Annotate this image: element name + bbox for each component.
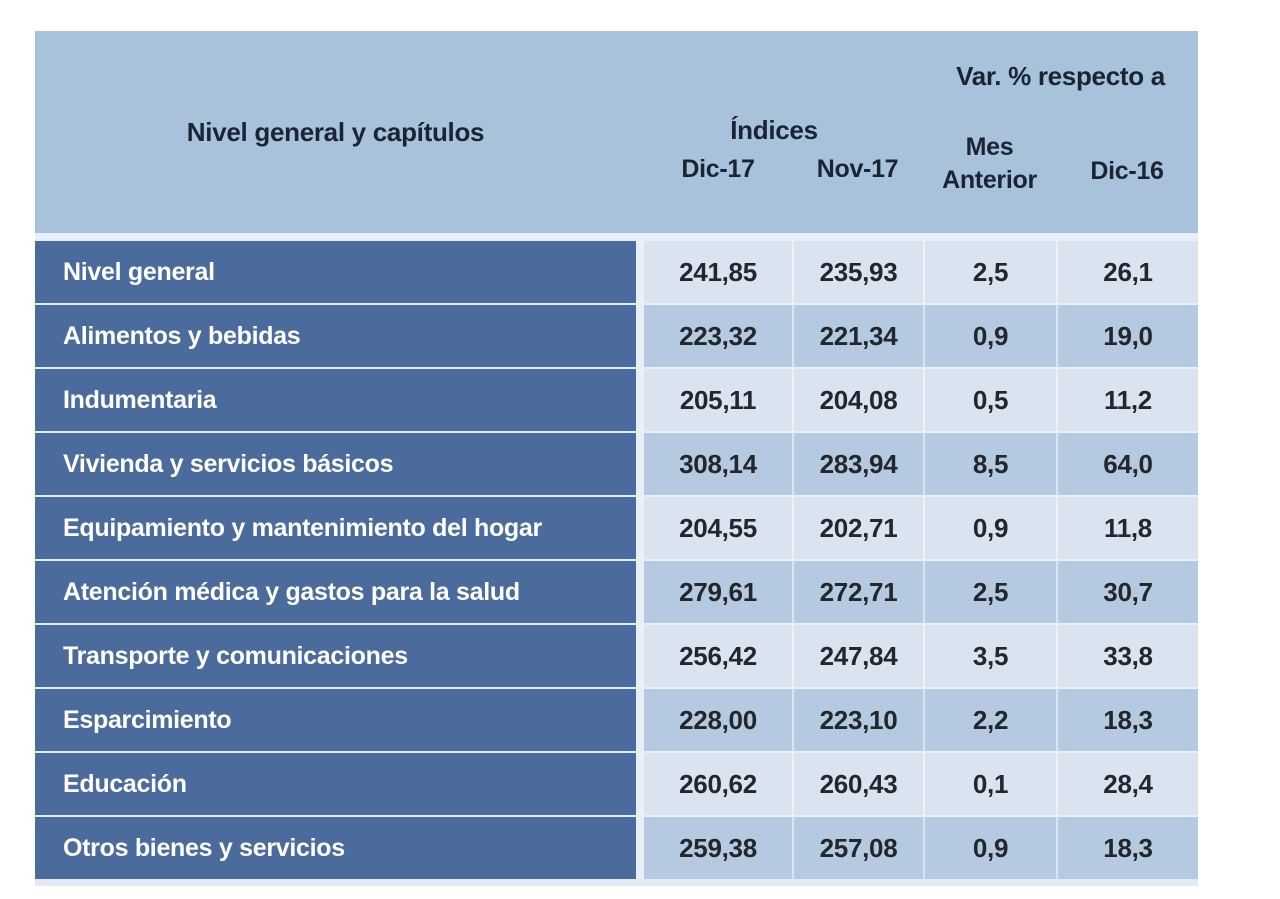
table-row — [35, 753, 1198, 815]
table-header — [35, 31, 1198, 233]
row-label: Transporte y comunicaciones — [35, 625, 636, 687]
cell-dic17: 228,00 — [644, 689, 792, 751]
cell-nov17: 221,34 — [792, 305, 923, 367]
row-label: Indumentaria — [35, 369, 636, 431]
row-spacer — [636, 817, 644, 879]
cell-var-dic16: 26,1 — [1056, 241, 1198, 303]
header-body-divider — [35, 233, 1198, 241]
cell-nov17: 283,94 — [792, 433, 923, 495]
table-row — [35, 625, 1198, 687]
cell-dic17: 279,61 — [644, 561, 792, 623]
cell-nov17: 247,84 — [792, 625, 923, 687]
header-col-mes-anterior: Mes Anterior — [942, 133, 1037, 194]
row-label: Nivel general — [35, 241, 636, 303]
row-spacer — [636, 625, 644, 687]
table-row — [35, 817, 1198, 879]
cell-nov17: 257,08 — [792, 817, 923, 879]
cell-dic17: 308,14 — [644, 433, 792, 495]
row-spacer — [636, 497, 644, 559]
cell-var-mes-anterior: 0,9 — [923, 305, 1056, 367]
table-bottom-border — [35, 879, 1198, 886]
row-label: Esparcimiento — [35, 689, 636, 751]
cell-nov17: 204,08 — [792, 369, 923, 431]
row-spacer — [636, 753, 644, 815]
cell-var-mes-anterior: 2,5 — [923, 241, 1056, 303]
cell-var-mes-anterior: 2,2 — [923, 689, 1056, 751]
cell-var-dic16: 19,0 — [1056, 305, 1198, 367]
header-subcolumns — [644, 155, 923, 184]
row-label: Atención médica y gastos para la salud — [35, 561, 636, 623]
row-spacer — [636, 561, 644, 623]
header-group-indices: Índices — [730, 115, 818, 145]
row-label: Educación — [35, 753, 636, 815]
row-label: Equipamiento y mantenimiento del hogar — [35, 497, 636, 559]
cell-nov17: 223,10 — [792, 689, 923, 751]
cell-dic17: 260,62 — [644, 753, 792, 815]
row-spacer — [636, 305, 644, 367]
cell-var-mes-anterior: 0,5 — [923, 369, 1056, 431]
cell-var-dic16: 18,3 — [1056, 817, 1198, 879]
cpi-index-table — [35, 31, 1198, 886]
cell-nov17: 235,93 — [792, 241, 923, 303]
table-body — [35, 241, 1198, 879]
row-spacer — [636, 369, 644, 431]
table-row — [35, 305, 1198, 367]
cell-dic17: 256,42 — [644, 625, 792, 687]
cell-var-mes-anterior: 2,5 — [923, 561, 1056, 623]
cell-nov17: 260,43 — [792, 753, 923, 815]
row-label: Vivienda y servicios básicos — [35, 433, 636, 495]
cell-var-dic16: 11,2 — [1056, 369, 1198, 431]
cell-nov17: 202,71 — [792, 497, 923, 559]
table-row — [35, 497, 1198, 559]
header-group-var-pct: Var. % respecto a — [956, 61, 1165, 91]
cell-dic17: 259,38 — [644, 817, 792, 879]
cell-var-dic16: 64,0 — [1056, 433, 1198, 495]
header-col-dic17: Dic-17 — [681, 155, 755, 183]
table-row — [35, 561, 1198, 623]
row-spacer — [636, 689, 644, 751]
cell-var-dic16: 28,4 — [1056, 753, 1198, 815]
header-col-nov17: Nov-17 — [816, 155, 899, 183]
row-label: Alimentos y bebidas — [35, 305, 636, 367]
header-col-dic16: Dic-16 — [1090, 157, 1164, 185]
cell-var-dic16: 30,7 — [1056, 561, 1198, 623]
cell-var-mes-anterior: 0,9 — [923, 817, 1056, 879]
cell-var-dic16: 18,3 — [1056, 689, 1198, 751]
cell-dic17: 204,55 — [644, 497, 792, 559]
table-row — [35, 241, 1198, 303]
cell-var-mes-anterior: 8,5 — [923, 433, 1056, 495]
cell-dic17: 223,32 — [644, 305, 792, 367]
cell-var-mes-anterior: 3,5 — [923, 625, 1056, 687]
row-label: Otros bienes y servicios — [35, 817, 636, 879]
cell-var-dic16: 11,8 — [1056, 497, 1198, 559]
cell-nov17: 272,71 — [792, 561, 923, 623]
table-row — [35, 689, 1198, 751]
row-spacer — [636, 241, 644, 303]
table-row — [35, 433, 1198, 495]
table-row — [35, 369, 1198, 431]
cell-var-dic16: 33,8 — [1056, 625, 1198, 687]
cell-var-mes-anterior: 0,1 — [923, 753, 1056, 815]
header-stub: Nivel general y capítulos — [186, 116, 485, 147]
cell-dic17: 241,85 — [644, 241, 792, 303]
cell-var-mes-anterior: 0,9 — [923, 497, 1056, 559]
row-spacer — [636, 433, 644, 495]
cell-dic17: 205,11 — [644, 369, 792, 431]
